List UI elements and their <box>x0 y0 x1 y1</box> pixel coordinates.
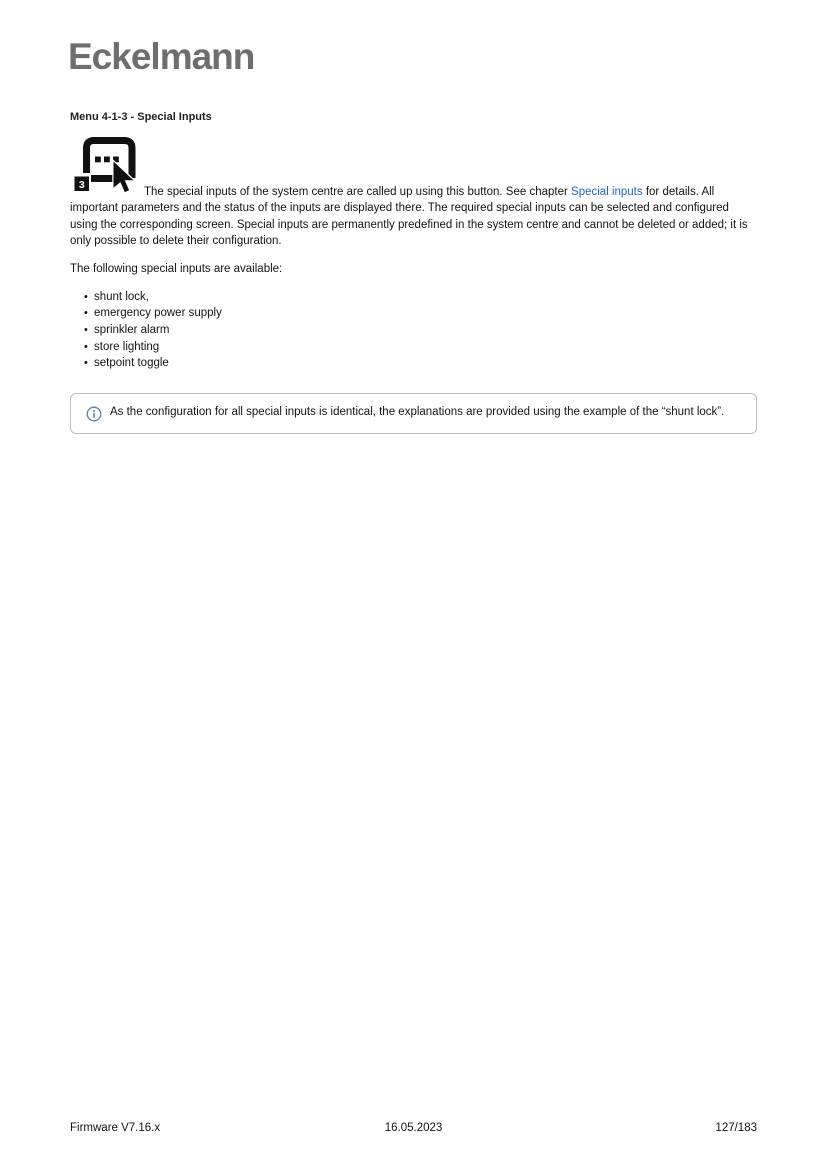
menu-heading: Menu 4-1-3 - Special Inputs <box>70 111 212 123</box>
special-inputs-list <box>70 289 757 373</box>
list-item: • setpoint toggle <box>84 355 757 372</box>
footer-page-number: 127/183 <box>715 1122 757 1134</box>
badge-3-label: 3 <box>78 178 85 191</box>
button-with-cursor-icon <box>74 133 138 195</box>
footer-date: 16.05.2023 <box>384 1122 443 1134</box>
list-item: • sprinkler alarm <box>84 322 757 339</box>
special-inputs-button-icon <box>74 133 138 195</box>
info-icon <box>86 406 102 422</box>
page-content <box>0 38 827 434</box>
list-item: • emergency power supply <box>84 305 757 322</box>
eckelmann-logo: Eckelmann <box>68 36 255 77</box>
intro-paragraph <box>70 133 757 250</box>
list-intro: The following special inputs are available: <box>70 263 283 276</box>
note-text: As the configuration for all special inputs is identical, the explanations are provided using the example of the “shunt lock”. <box>110 406 725 419</box>
special-inputs-link[interactable]: Special inputs <box>571 186 643 198</box>
intro-text-after-link: for details. All important parameters and the status of the inputs are displayed there. The required special inputs can be selected and configured using the corresponding screen. Special inputs are permanently predefined in the system centre and cannot be deleted or added; it is only possible to delete their configuration. <box>70 186 748 248</box>
footer-firmware: Firmware V7.16.x <box>70 1122 161 1134</box>
intro-text-before-link: The special inputs of the system centre are called up using this button. See chapter <box>144 186 572 198</box>
list-item: • shunt lock, <box>84 289 757 306</box>
info-note-box <box>70 393 757 434</box>
page-footer <box>70 1122 757 1134</box>
list-item: • store lighting <box>84 339 757 356</box>
